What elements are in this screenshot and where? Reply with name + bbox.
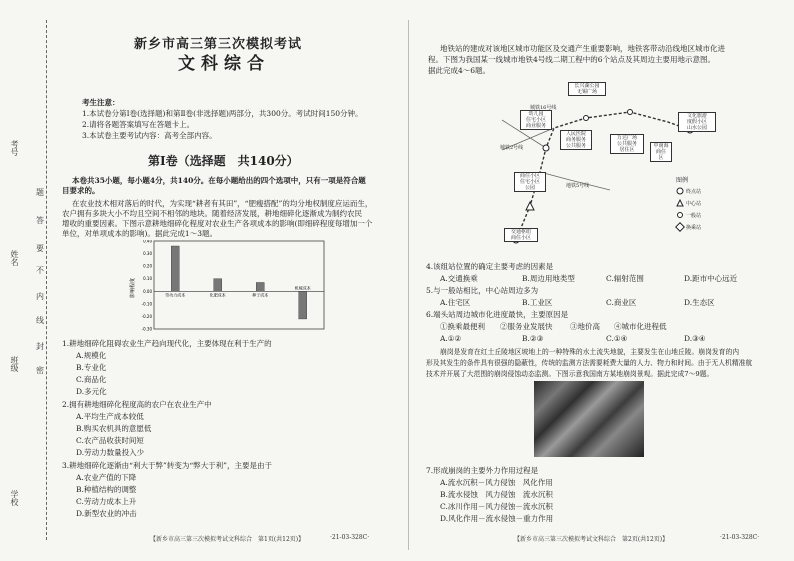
chart-y-tick-label: 0.00	[143, 288, 152, 294]
exam-title: 新乡市高三第三次模拟考试	[134, 37, 303, 52]
station-general	[584, 116, 589, 121]
chart-y-tick-label: -0.10	[141, 301, 152, 307]
legend-title: 图例	[676, 177, 689, 184]
q3-option-d: D.新型农业的冲击	[76, 509, 137, 518]
chart-category-label: 劳动力成本	[165, 292, 186, 298]
q4-option-a: A.交通换乘	[440, 274, 478, 283]
q1-option-d: D.多元化	[76, 387, 107, 396]
map-area-box: 文化旅游 度假小区 山水公园	[678, 112, 716, 132]
q7-option-c: C.冰川作用－风力侵蚀－流水沉积	[440, 502, 553, 511]
legend-item: 中心站	[686, 201, 702, 207]
chart-y-tick-label: 0.10	[143, 276, 152, 282]
legend-item: 换乘站	[686, 225, 702, 231]
q6-item: ②服务业发展快	[500, 322, 553, 331]
notice-line-3: 3.本试卷主要考试内容：高考全部内容。	[82, 131, 217, 140]
binding-dash-line	[46, 20, 47, 540]
map-area-box: 商住小区 住宅小区 公园	[514, 172, 546, 192]
chart-y-tick-label: 0.30	[143, 251, 152, 257]
passage-line: 技术并开展了大范围的崩岗侵蚀动态监测。下图示意我国南方某地崩岗景观。据此完成7～9题。	[426, 370, 714, 378]
q2-option-a: A.平均生产成本较低	[76, 412, 144, 421]
label-exam-number: 考号	[10, 140, 19, 156]
station-center	[526, 202, 534, 210]
label-class: 班级	[10, 356, 19, 372]
chart-category-label: 种子成本	[252, 292, 269, 298]
legend-center-icon	[677, 200, 683, 206]
question-4: 4.该组站位置的确定主要考虑的因素是	[426, 262, 554, 271]
chart-bar	[299, 291, 307, 319]
station-transfer	[543, 145, 549, 151]
passage-line: 农户拥有多块大小不均且空间不相邻的地块。随着经济发展，耕地细碎化逐渐成为制约农民	[62, 209, 362, 218]
chart-y-tick-label: -0.30	[141, 326, 152, 332]
section-intro-2: 目要求的。	[62, 186, 100, 195]
line-label: 城铁2号线	[500, 145, 524, 151]
seal-char: 内	[36, 292, 44, 301]
landscape-photo	[534, 381, 644, 457]
line-label: 地铁5号线	[566, 183, 590, 189]
question-6: 6.端头站周边城市化进度最快，主要原因是	[426, 310, 569, 319]
q3-option-a: A.农业产值的下降	[76, 473, 137, 482]
label-school: 学校	[10, 490, 19, 506]
map-area-box: 幼儿园 住宅小区 商业服务	[520, 110, 552, 130]
legend-transfer-icon	[676, 223, 684, 231]
map-area-box: 长兴湖公园 无锡广场	[568, 82, 606, 96]
notice-line-1: 1.本试卷分第Ⅰ卷(选择题)和第Ⅱ卷(非选择题)两部分，共300分。考试时间150分钟。	[82, 109, 363, 118]
seal-char: 要	[36, 244, 44, 253]
line-label: 城铁16号线	[530, 105, 557, 111]
passage-line: 据此完成4～6题。	[428, 66, 491, 75]
passage-line: 程。下图为我国某一线城市地铁4号线二期工程中的6个站点及其周边主要用地示意图。	[428, 55, 716, 64]
passage-line: 崩岗是发育在红土丘陵地区坡地上的一种特殊的水土流失地貌，主要发生在山地丘陵。崩岗发育的内	[440, 348, 740, 356]
question-7: 7.形成崩岗的主要外力作用过程是	[426, 466, 539, 475]
q6-item: ①换乘最便利	[440, 322, 485, 331]
passage-line: 形及其发生的条件具有很强的隐蔽性，传统的监测方法需要耗费大量的人力、物力和时间。由于无人机精准航	[426, 359, 753, 367]
label-name: 姓名	[10, 250, 19, 266]
map-area-box: 人民医院 商务服务 公共服务	[560, 130, 592, 150]
legend-item: 一般站	[686, 213, 702, 219]
q4-option-c: C.辐射范围	[606, 274, 644, 283]
q4-option-d: D.距市中心远近	[684, 274, 738, 283]
q2-option-d: D.劳动力数量投入少	[76, 448, 145, 457]
legend-terminal-icon	[677, 188, 683, 194]
q6-option-d: D.③④	[684, 334, 706, 343]
map-area-box: 万达广场 公共服务 居住区	[610, 134, 644, 154]
chart-y-tick-label: 0.40	[143, 240, 152, 244]
cost-impact-chart	[128, 240, 326, 332]
map-area-box: 交通枢纽 商住小区	[504, 228, 538, 242]
chart-y-tick-label: -0.20	[141, 313, 152, 319]
chart-bar	[256, 282, 264, 291]
left-footer: 【新乡市高三第三次模拟考试文科综合 第1页(共12页)】	[150, 536, 305, 543]
q2-option-c: C.农产品收获时间短	[76, 436, 144, 445]
chart-category-label: 化肥成本	[209, 292, 226, 298]
station-general	[628, 110, 633, 115]
q5-option-d: D.生态区	[684, 298, 715, 307]
q6-item: ④城市化进程低	[614, 322, 667, 331]
section-title: 第Ⅰ卷（选择题 共140分）	[148, 154, 299, 168]
chart-bar	[171, 246, 179, 291]
q6-option-c: C.①④	[606, 334, 628, 343]
notice-title: 考生注意：	[82, 98, 120, 107]
passage-line: 单位，对单项成本的影响)。据此完成1～3题。	[62, 229, 217, 238]
q3-option-b: B.种植结构的调整	[76, 485, 137, 494]
q1-option-c: C.商品化	[76, 375, 107, 384]
q5-option-b: B.工业区	[522, 298, 553, 307]
q6-item: ③地价高	[570, 322, 600, 331]
passage-line: 增收的重要因素。下图示意耕地细碎化程度对农业生产各项成本的影响(即细碎程度每增加一个	[62, 219, 373, 228]
passage-line: 在农业技术相对落后的时代，为实现“耕者有其田”，“肥瘦搭配”的均分地权制度应运而生，	[72, 199, 373, 208]
passage-line: 地铁站的建成对该地区城市功能区及交通产生重要影响，地铁客带动沿线地区城市化进	[440, 44, 725, 53]
question-2: 2.拥有耕地细碎化程度高的农户在农业生产中	[62, 400, 212, 409]
left-footer-code: ·21-03-328C·	[330, 534, 370, 541]
subject-title: 文科综合	[178, 54, 270, 74]
q6-option-a: A.①②	[440, 334, 462, 343]
seal-char: 密	[36, 366, 44, 375]
question-1: 1.耕地细碎化阻碍农业生产趋向现代化，主要体现在利于生产的	[62, 339, 272, 348]
right-footer: 【新乡市高三第三次模拟考试文科综合 第2页(共12页)】	[514, 536, 669, 543]
q2-option-b: B.购买农机具的意愿低	[76, 424, 152, 433]
metro-map	[500, 80, 718, 254]
seal-char: 答	[36, 216, 44, 225]
q7-option-b: B.流水侵蚀 风力侵蚀 流水沉积	[440, 490, 553, 499]
chart-bar	[214, 279, 222, 292]
q6-option-b: B.②③	[522, 334, 544, 343]
map-area-box: 中南海 商住 区	[650, 142, 672, 162]
section-intro-1: 本卷共35小题，每小题4分，共140分。在每小题给出的四个选项中，只有一项是符合题	[72, 176, 366, 185]
notice-line-2: 2.请将各题答案填写在答题卡上。	[82, 120, 195, 129]
seal-char: 线	[36, 316, 44, 325]
q5-option-a: A.住宅区	[440, 298, 471, 307]
q5-option-c: C.商业区	[606, 298, 637, 307]
seal-char: 不	[36, 266, 44, 275]
chart-category-label: 机械成本	[294, 285, 311, 291]
question-5: 5.与一般站相比，中心站周边多为	[426, 286, 539, 295]
q7-option-a: A.流水沉积－风力侵蚀 风化作用	[440, 478, 553, 487]
q1-option-b: B.专业化	[76, 363, 107, 372]
question-3: 3.耕地细碎化逐渐由“利大于弊”转变为“弊大于利”，主要是由于	[62, 461, 272, 470]
q1-option-a: A.规模化	[76, 351, 107, 360]
q3-option-c: C.劳动力成本上升	[76, 497, 137, 506]
right-footer-code: ·21-03-328C·	[720, 534, 760, 541]
chart-y-axis-label: 影响程度	[130, 277, 136, 299]
legend-general-icon	[678, 213, 683, 218]
q7-option-d: D.风化作用－流水侵蚀－重力作用	[440, 514, 554, 523]
legend-item: 终点站	[686, 189, 702, 195]
page-divider	[408, 20, 409, 550]
seal-char: 题	[36, 188, 44, 197]
q4-option-b: B.周边用地类型	[522, 274, 575, 283]
chart-y-tick-label: 0.20	[143, 263, 152, 269]
seal-char: 封	[36, 342, 44, 351]
